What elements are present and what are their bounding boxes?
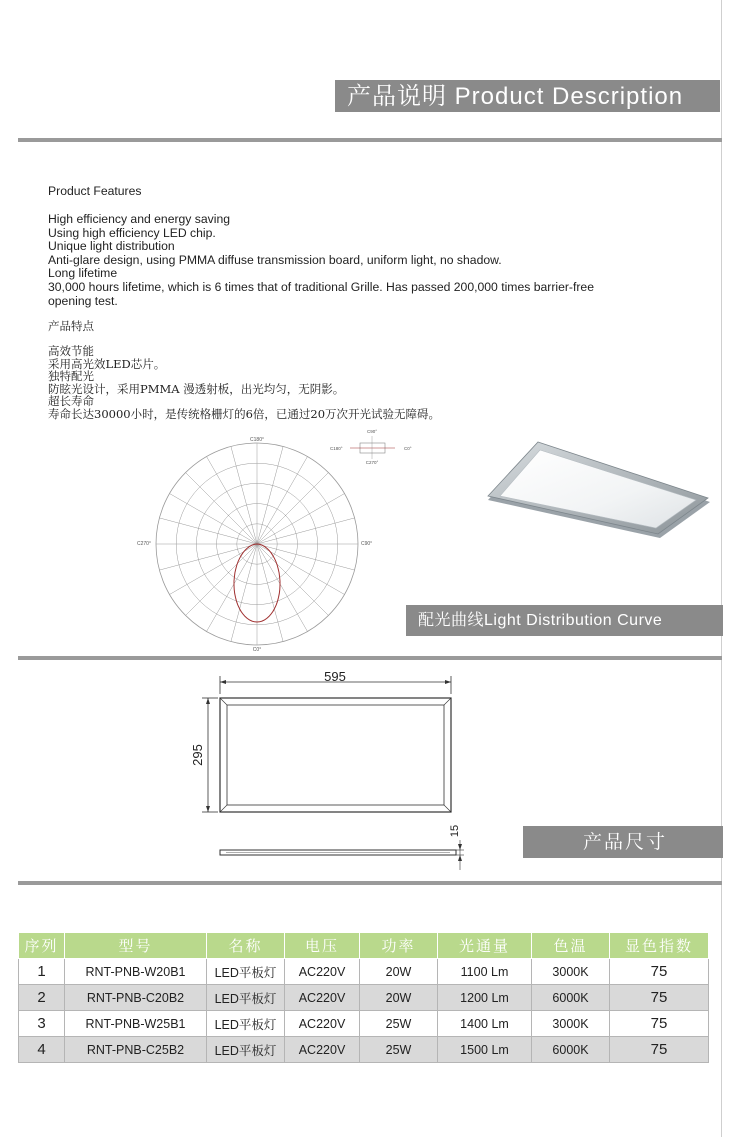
width-arrow-left [220,680,226,684]
feature-line: 30,000 hours lifetime, which is 6 times that of traditional Grille. Has passed 200,000 times barrier-free [48,279,594,294]
cell-color-temp: 3000K [532,1011,610,1037]
cell-luminous-flux: 1200 Lm [438,985,532,1011]
feature-line: Long lifetime [48,266,118,281]
section-divider-top [18,138,722,142]
feature-line-cn: 寿命长达30000小时，是传统格栅灯的6倍，已通过20万次开光试验无障碍。 [48,406,441,421]
cell-voltage: AC220V [285,1011,360,1037]
header-power: 功率 [360,933,438,959]
cell-index: 1 [19,959,65,985]
legend-label-top: C90° [366,429,378,434]
cell-index: 2 [19,985,65,1011]
thickness-label: 15 [449,824,461,838]
spec-table [18,932,709,1063]
header-color-temp: 色温 [532,933,610,959]
cell-power: 25W [360,1037,438,1063]
cell-luminous-flux: 1500 Lm [438,1037,532,1063]
features-cn-heading: 产品特点 [48,319,94,333]
page-title: 产品说明 Product Description [347,83,684,110]
panel-outline-outer [220,698,451,812]
corner-line [220,698,227,705]
feature-line-cn: 采用高光效LED芯片。 [48,356,166,371]
feature-line-cn: 独特配光 [48,369,94,384]
cell-voltage: AC220V [285,959,360,985]
polar-label-top: C180° [250,437,264,443]
feature-line-cn: 高效节能 [48,344,94,358]
cell-luminous-flux: 1400 Lm [438,1011,532,1037]
features-en-list [48,213,688,308]
cell-name: LED平板灯 [207,1037,285,1063]
legend-label-left: C180° [330,446,343,451]
dimension-drawing [180,668,470,873]
cell-cri: 75 [610,1037,709,1063]
cell-model: RNT-PNB-C25B2 [65,1037,207,1063]
header-voltage: 电压 [285,933,360,959]
cell-index: 4 [19,1037,65,1063]
cell-cri: 75 [610,959,709,985]
features-en-heading: Product Features [48,184,142,198]
cell-cri: 75 [610,1011,709,1037]
width-arrow-right [445,680,451,684]
section-divider-bottom [18,881,722,885]
header-cri: 显色指数 [610,933,709,959]
header-luminous-flux: 光通量 [438,933,532,959]
corner-line [444,805,451,812]
feature-line: Anti-glare design, using PMMA diffuse transmission board, uniform light, no shadow. [48,252,502,267]
cell-color-temp: 6000K [532,1037,610,1063]
size-banner [523,826,723,858]
panel-outline-inner [227,705,444,805]
header-index: 序列 [19,933,65,959]
feature-line: High efficiency and energy saving [48,212,231,226]
feature-line-cn: 防眩光设计，采用PMMA 漫透射板，出光均匀，无阴影。 [48,381,345,396]
table-row [19,985,709,1011]
cell-power: 20W [360,985,438,1011]
cell-name: LED平板灯 [207,985,285,1011]
cell-power: 25W [360,1011,438,1037]
cell-voltage: AC220V [285,985,360,1011]
page-title-banner [335,80,720,112]
thickness-arrow-top [458,844,462,850]
polar-label-left: C270° [137,541,151,547]
table-row [19,1011,709,1037]
cell-name: LED平板灯 [207,959,285,985]
polar-label-right: C90° [361,541,373,547]
cell-cri: 75 [610,985,709,1011]
cell-index: 3 [19,1011,65,1037]
table-row [19,1037,709,1063]
height-arrow-bottom [206,806,210,812]
cell-model: RNT-PNB-C20B2 [65,985,207,1011]
feature-line: opening test. [48,293,118,308]
cell-model: RNT-PNB-W20B1 [65,959,207,985]
polar-label-bottom: C0° [252,647,262,653]
cell-voltage: AC220V [285,1037,360,1063]
corner-line [220,805,227,812]
feature-line: Using high efficiency LED chip. [48,225,216,240]
page-edge-line [721,0,722,1137]
features-cn-list [48,345,440,421]
height-arrow-top [206,698,210,704]
cell-luminous-flux: 1100 Lm [438,959,532,985]
height-label: 295 [190,744,205,766]
cell-color-temp: 6000K [532,985,610,1011]
cell-name: LED平板灯 [207,1011,285,1037]
panel-light-illustration [482,440,714,540]
light-curve-banner-label: 配光曲线Light Distribution Curve [418,612,663,629]
feature-line: Unique light distribution [48,239,175,254]
cell-color-temp: 3000K [532,959,610,985]
cell-model: RNT-PNB-W25B1 [65,1011,207,1037]
corner-line [444,698,451,705]
header-model: 型号 [65,933,207,959]
thickness-arrow-bottom [458,855,462,861]
header-name: 名称 [207,933,285,959]
legend-label-right: C0° [404,446,412,451]
legend-label-bottom: C270° [365,460,379,465]
table-row [19,959,709,985]
feature-line-cn: 超长寿命 [48,394,94,409]
size-banner-label: 产品尺寸 [582,831,667,853]
section-divider-middle [18,656,722,660]
c-plane-legend [328,426,418,466]
light-curve-banner [406,605,723,636]
spec-table-header-row [19,933,709,959]
cell-power: 20W [360,959,438,985]
width-label: 595 [324,669,346,684]
